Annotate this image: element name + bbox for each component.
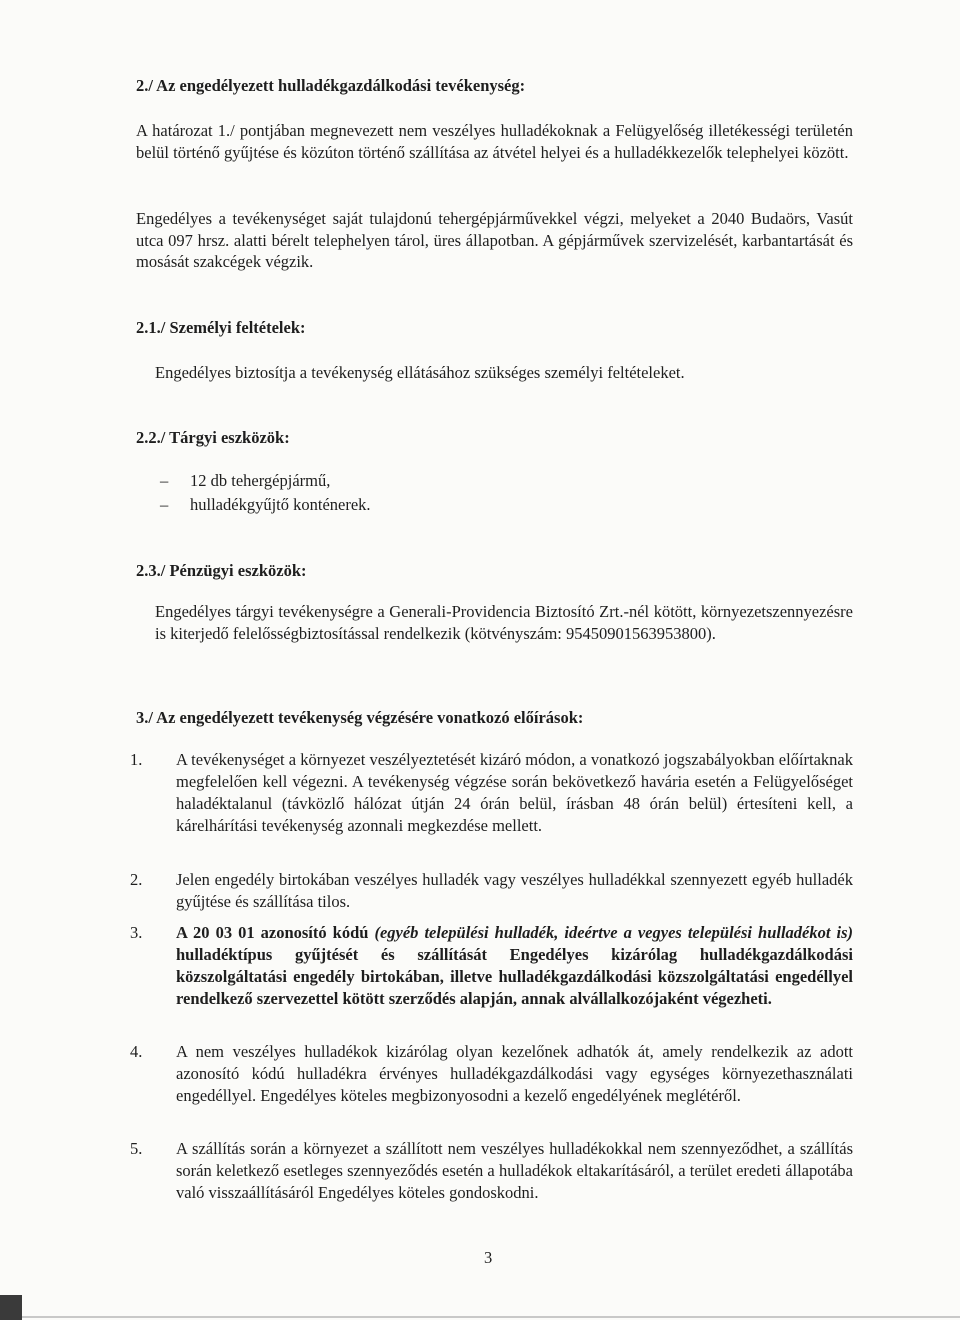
section-2-3-heading: 2.3./ Pénzügyi eszközök: <box>136 561 307 580</box>
rule-text <box>176 922 853 1010</box>
section-2-1-paragraph: Engedélyes biztosítja a tevékenység ellátásához szükséges személyi feltételeket. <box>155 363 685 382</box>
rule-number: 3. <box>130 923 143 942</box>
section-2-2-heading: 2.2./ Tárgyi eszközök: <box>136 428 290 447</box>
section-2-paragraph-1: A határozat 1./ pontjában megnevezett nem veszélyes hulladékoknak a Felügyelőség illetékességi területén belül történő gyűjtése és közúton történő szállítása az átvétel helyei és a hulladékkezelők telephelyei között. <box>136 121 853 162</box>
rule-text: A nem veszélyes hulladékok kizárólag olyan kezelőnek adhatók át, amely rendelkezik az adott azonosító kódú hulladékra érvényes hulladékgazdálkodási vagy egységes környezethasználati engedéllyel. Engedélyes köteles megbizonyosodni a kezelő engedélyének meglétéről. <box>176 1042 853 1105</box>
list-item <box>160 494 371 516</box>
section-3-heading: 3./ Az engedélyezett tevékenység végzésére vonatkozó előírások: <box>136 708 584 727</box>
dash-bullet: – <box>160 495 169 514</box>
page-number: 3 <box>484 1248 493 1267</box>
section-2-3-paragraph: Engedélyes tárgyi tevékenységre a Generali-Providencia Biztosító Zrt.-nél kötött, környezetszennyezésre is kiterjedő felelősségbiztosítással rendelkezik (kötvényszám: 95450901563953800). <box>155 602 853 643</box>
rule-number: 2. <box>130 870 143 889</box>
rule-text-part: A 20 03 01 azonosító kódú <box>176 923 375 942</box>
rule-text-italic-part: (egyéb települési hulladék, ideértve a vegyes települési hulladékot is) <box>374 923 853 942</box>
list-item-text: hulladékgyűjtő konténerek. <box>190 495 371 514</box>
rule-text: A tevékenységet a környezet veszélyeztetését kizáró módon, a vonatkozó jogszabályokban előírtaknak megfelelően kell végezni. A tevékenység végzése során bekövetkező havária esetén a Felügyelőséget haladéktalanul (távközlő hálózat útján 24 órán belül, írásban 48 órán belül) értesíteni kell, a kárelhárítási tevékenység azonnali megkezdése mellett. <box>176 750 853 835</box>
rule-text: A szállítás során a környezet a szállított nem veszélyes hulladékokkal nem szennyeződhet, a szállítás során keletkező esetleges szennyeződés esetén a hulladékok eltakarításáról, a terület eredeti állapotába való visszaállításáról Engedélyes köteles gondoskodni. <box>176 1139 853 1202</box>
section-2-1-heading: 2.1./ Személyi feltételek: <box>136 318 306 337</box>
section-2-heading: 2./ Az engedélyezett hulladékgazdálkodási tevékenység: <box>136 76 526 95</box>
rule-number: 5. <box>130 1139 143 1158</box>
rule-text: Jelen engedély birtokában veszélyes hulladék vagy veszélyes hulladékkal szennyezett egyéb hulladék gyűjtése és szállítása tilos. <box>176 870 853 911</box>
section-2-paragraph-2: Engedélyes a tevékenységet saját tulajdonú tehergépjárművekkel végzi, melyeket a 2040 Budaörs, Vasút utca 097 hrsz. alatti bérelt telephelyen tárol, üres állapotban. A gépjárművek szervizelését, karbantartását és mosását szakcégek végzik. <box>136 209 853 271</box>
list-item-text: 12 db tehergépjármű, <box>190 471 331 490</box>
rule-text-part: hulladéktípus gyűjtését és szállítását Engedélyes kizárólag hulladékgazdálkodási közszolgáltatási engedély birtokában, illetve hulladékgazdálkodási közszolgáltatási engedéllyel rendelkező szervezettel kötött szerződés alapján, annak alvállalkozójaként végezheti. <box>176 945 853 1008</box>
dash-bullet: – <box>160 471 169 490</box>
rule-number: 1. <box>130 750 143 769</box>
list-item <box>160 470 330 492</box>
rule-number: 4. <box>130 1042 143 1061</box>
scan-bottom-line <box>22 1316 960 1318</box>
scan-edge-mark <box>0 1295 22 1320</box>
